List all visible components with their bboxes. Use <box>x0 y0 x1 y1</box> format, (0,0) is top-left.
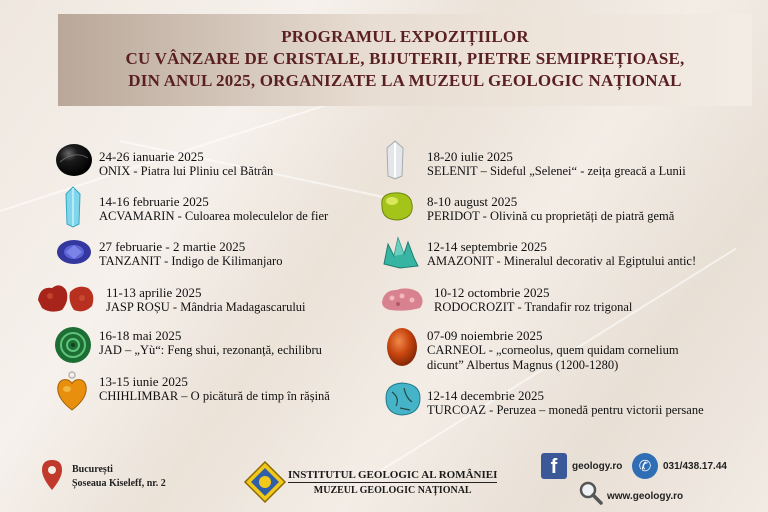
jade-gem-icon <box>54 326 92 364</box>
institute-name-block <box>288 469 497 496</box>
event-item-amazonite <box>427 239 696 269</box>
facebook-link[interactable]: geology.ro <box>572 461 623 472</box>
event-description: ACVAMARIN - Culoarea moleculelor de fier <box>99 209 329 223</box>
museum-name: MUZEUL GEOLOGIC NAȚIONAL <box>313 485 472 496</box>
event-description: TURCOAZ - Peruzea – monedă pentru victorii persane <box>427 403 704 417</box>
event-description: ONIX - Piatra lui Pliniu cel Bătrân <box>99 164 274 178</box>
phone-icon[interactable]: ✆ <box>632 453 658 479</box>
event-description: CHIHLIMBAR – O picătură de timp în rășină <box>99 389 330 403</box>
event-date: 10-12 octombrie 2025 <box>434 285 550 300</box>
event-item-rhodochrosite <box>434 285 632 315</box>
event-item-amber <box>99 374 330 404</box>
location-pin-icon <box>40 459 64 491</box>
red-jasper-gem-icon <box>34 280 98 316</box>
institute-name: INSTITUTUL GEOLOGIC AL ROMÂNIEI <box>288 469 498 481</box>
event-description-continued: dicunt” Albertus Magnus (1200-1280) <box>427 358 619 372</box>
event-description: JASP ROȘU - Mândria Madagascarului <box>106 300 306 314</box>
event-description: CARNEOL - „corneolus, quem quidam cornelium <box>427 343 679 357</box>
amazonite-gem-icon <box>380 234 420 270</box>
event-item-aquamarine <box>99 194 328 224</box>
event-description: SELENIT – Sideful „Selenei“ - zeița greacă a Lunii <box>427 164 686 178</box>
event-item-red-jasper <box>106 285 306 315</box>
event-description: RODOCROZIT - Trandafir roz trigonal <box>434 300 633 314</box>
event-item-onyx <box>99 149 273 179</box>
peridot-gem-icon <box>376 190 416 222</box>
event-date: 16-18 mai 2025 <box>99 328 182 343</box>
event-date: 07-09 noiembrie 2025 <box>427 328 543 343</box>
event-description: TANZANIT - Indigo de Kilimanjaro <box>99 254 283 268</box>
tanzanite-gem-icon <box>56 238 92 266</box>
event-item-jade <box>99 328 322 358</box>
carnelian-gem-icon <box>384 326 420 368</box>
event-date: 24-26 ianuarie 2025 <box>99 149 204 164</box>
event-date: 12-14 septembrie 2025 <box>427 239 547 254</box>
rhodochrosite-gem-icon <box>378 282 428 314</box>
event-item-selenite <box>427 149 686 179</box>
event-date: 8-10 august 2025 <box>427 194 518 209</box>
footer-address <box>72 463 166 491</box>
title-line-3: DIN ANUL 2025, ORGANIZATE LA MUZEUL GEOLOGIC NAȚIONAL <box>128 71 682 90</box>
title-line-2: CU VÂNZARE DE CRISTALE, BIJUTERII, PIETRE SEMIPREȚIOASE, <box>125 49 685 68</box>
facebook-icon[interactable]: f <box>541 453 567 479</box>
magnifier-icon <box>578 480 604 506</box>
address-street: Șoseaua Kiseleff, nr. 2 <box>72 478 166 489</box>
turquoise-gem-icon <box>382 380 424 418</box>
amber-gem-icon <box>54 370 90 412</box>
aquamarine-gem-icon <box>64 186 82 228</box>
website-link[interactable]: www.geology.ro <box>607 491 684 502</box>
event-date: 27 februarie - 2 martie 2025 <box>99 239 246 254</box>
header-banner <box>58 14 752 106</box>
event-date: 18-20 iulie 2025 <box>427 149 513 164</box>
selenite-gem-icon <box>384 140 406 180</box>
institute-logo-icon <box>243 460 287 504</box>
onyx-gem-icon <box>54 142 94 178</box>
phone-number[interactable]: 031/438.17.44 <box>663 461 727 472</box>
event-description: AMAZONIT - Mineralul decorativ al Egiptului antic! <box>427 254 697 268</box>
event-date: 12-14 decembrie 2025 <box>427 388 544 403</box>
event-description: PERIDOT - Olivină cu proprietăți de piatră gemă <box>427 209 675 223</box>
address-city: București <box>72 464 113 475</box>
title-line-1: PROGRAMUL EXPOZIȚIILOR <box>281 27 529 46</box>
event-date: 14-16 februarie 2025 <box>99 194 209 209</box>
event-date: 13-15 iunie 2025 <box>99 374 188 389</box>
event-description: JAD – „Yù“: Feng shui, rezonanță, echilibru <box>99 343 322 357</box>
event-date: 11-13 aprilie 2025 <box>106 285 202 300</box>
event-item-carnelian <box>427 328 679 373</box>
event-item-peridot <box>427 194 674 224</box>
event-item-turquoise <box>427 388 704 418</box>
event-item-tanzanite <box>99 239 282 269</box>
